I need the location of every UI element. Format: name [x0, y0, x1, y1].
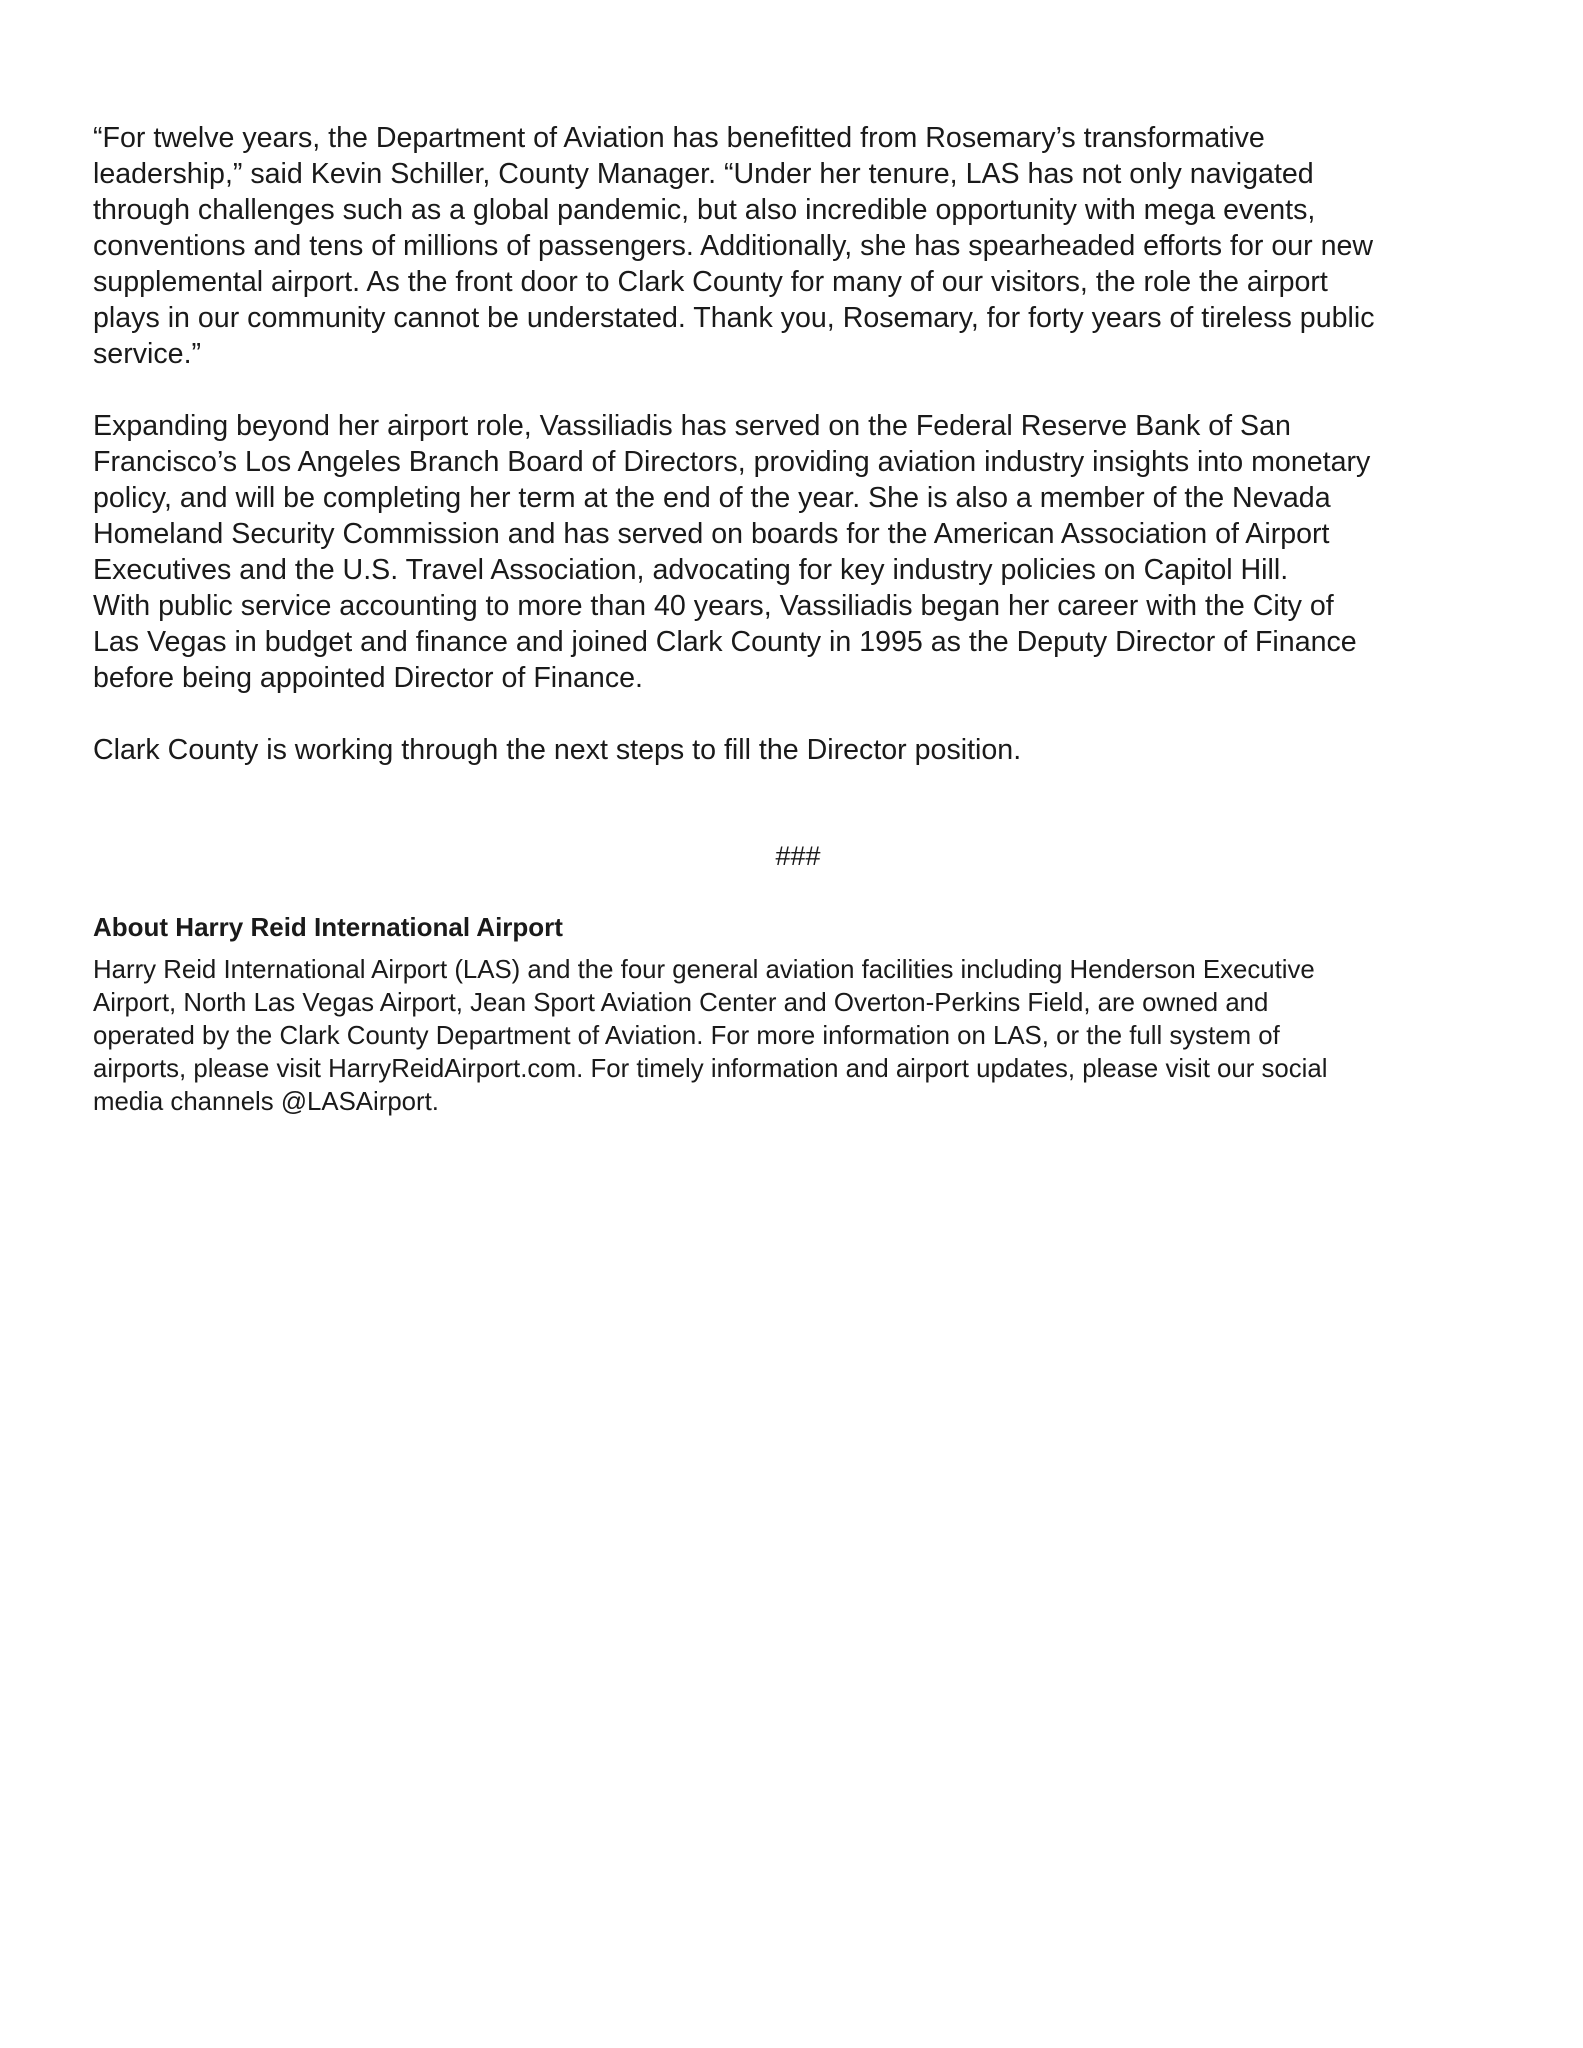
- document-page: [93, 120, 1503, 1119]
- end-separator: ###: [775, 841, 821, 871]
- quote-paragraph: “For twelve years, the Department of Aviation has benefitted from Rosemary’s transformative leadership,” said Kevin Schiller, County Manager. “Under her tenure, LAS has not only navigated through challenges such as a global pandemic, but also incredible opportunity with mega events, conventions and tens of millions of passengers. Additionally, she has spearheaded efforts for our new supplemental airport. As the front door to Clark County for many of our visitors, the role the airport plays in our community cannot be understated. Thank you, Rosemary, for forty years of tireless public service.”: [93, 122, 1375, 370]
- about-heading: About Harry Reid International Airport: [93, 912, 563, 942]
- career-paragraph: Expanding beyond her airport role, Vassiliadis has served on the Federal Reserve Bank of San Francisco’s Los Angeles Branch Board of Directors, providing aviation industry insights into monetary policy, and will be completing her term at the end of the year. She is also a member of the Nevada Homeland Security Commission and has served on boards for the American Association of Airport Executives and the U.S. Travel Association, advocating for key industry policies on Capitol Hill. With public service accounting to more than 40 years, Vassiliadis began her career with the City of Las Vegas in budget and finance and joined Clark County in 1995 as the Deputy Director of Finance before being appointed Director of Finance.: [93, 410, 1371, 694]
- next-steps-paragraph: Clark County is working through the next steps to fill the Director position.: [93, 734, 1022, 766]
- about-paragraph: Harry Reid International Airport (LAS) and the four general aviation facilities including Henderson Executive Airport, North Las Vegas Airport, Jean Sport Aviation Center and Overton-Perkins Field, are owned and operated by the Clark County Department of Aviation. For more information on LAS, or the full system of airports, please visit HarryReidAirport.com. For timely information and airport updates, please visit our social media channels @LASAirport.: [93, 956, 1328, 1116]
